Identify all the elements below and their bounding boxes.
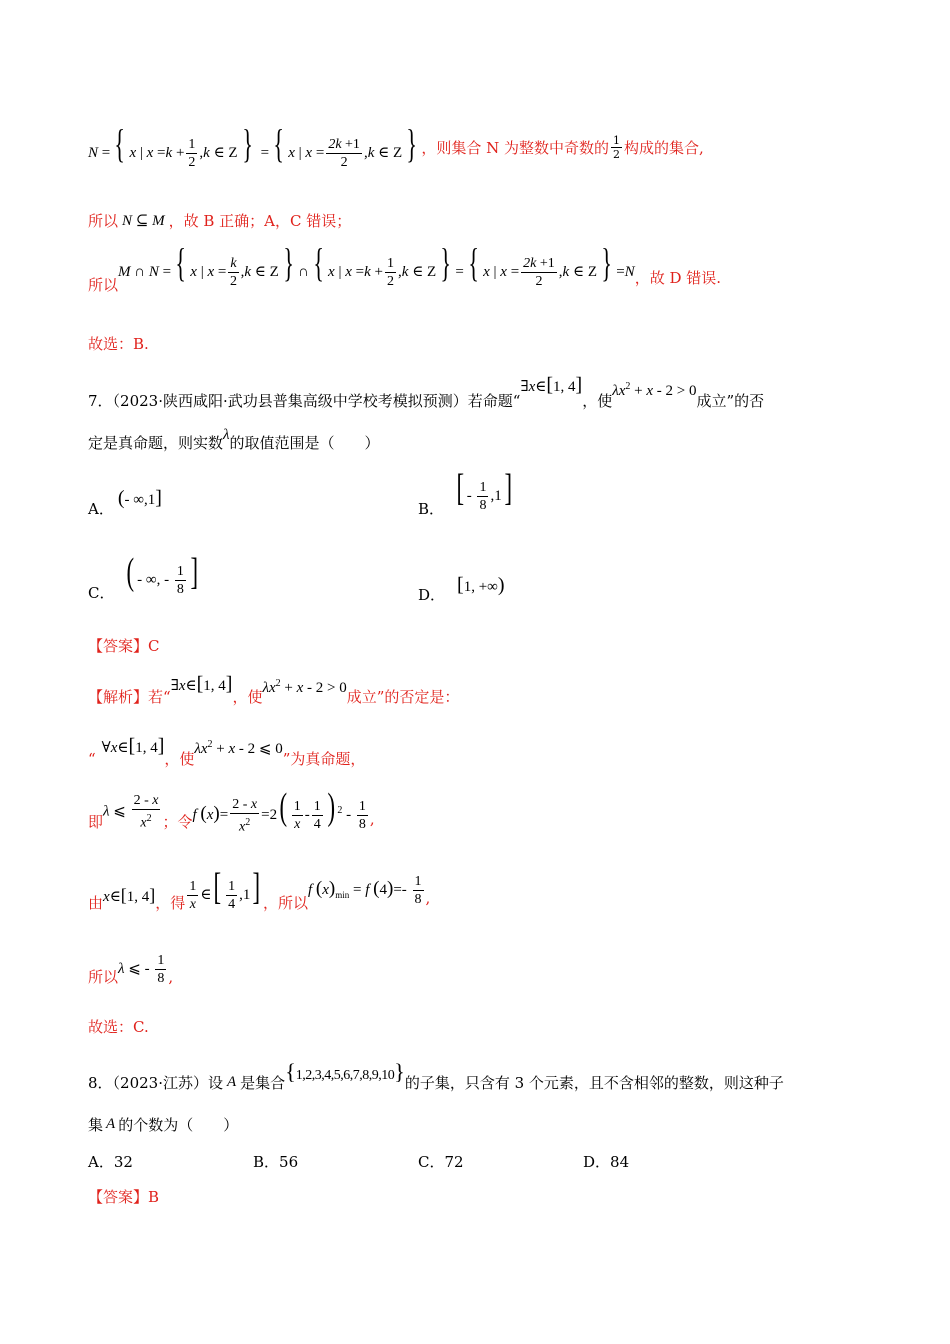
formula-exists-x: ∃x∈[1, 4]	[520, 374, 583, 396]
q6-line-intersection	[88, 239, 722, 295]
q7-analysis-l1-a: 若“	[148, 688, 171, 706]
q8-stem-line2-tail: 的个数为（ ）	[118, 1116, 239, 1134]
q8-set-a-symbol-2: A	[106, 1116, 116, 1132]
q6-line2-tail: ，故 B 正确；A，C 错误；	[168, 212, 352, 230]
formula-m-cap-n: M ∩ N = { x | x = $\frac{k}{2}$ ,k ∈ Z } ∩ { x | x =k + $\frac{1}{2}$ ,k ∈ Z } = { x | x = $\frac{2k +1}{2}$ ,k ∈ Z } =N	[118, 239, 635, 290]
q7-analysis-l1-b: ，使	[232, 688, 263, 706]
q7-stem-prefix: 7．（2023·陕西咸阳·武功县普集高级中学校考模拟预测）若命题“	[88, 392, 521, 410]
q8-stem-line1	[88, 1050, 784, 1093]
q8-option-c[interactable]	[418, 1151, 464, 1172]
lambda-symbol: λ	[223, 427, 230, 443]
q7-analysis-l2-b: ，使	[164, 750, 195, 768]
q8-option-c-label: C．	[418, 1153, 445, 1171]
q7-analysis-line4: 由 x∈[1, 4] ，得 $\frac{1}{x}$ ∈[ $\frac{1}{4}$ ,1] ，所以 f $(x)_{min} = f$ (4)=- $\frac{1}{8}$ ,	[88, 866, 431, 913]
q8-option-b[interactable]	[253, 1151, 298, 1172]
q8-stem-mid: 是集合	[240, 1074, 286, 1092]
q7-analysis-line3: 即 λ ⩽ $\frac{2 - x}{x^2}$ ；令 f (x)= $\frac{2 - x}{x^2}$ =2( $\frac{1}{x}$ - $\frac{1}{4}$ ) $^2$ - $\frac{1}{8}$ ,	[88, 786, 375, 835]
formula-lambda-leq: $\lambda x^2 + x - 2$ ⩽ 0	[194, 739, 283, 757]
q6-conclusion: 故选：B.	[88, 335, 149, 353]
q7-conclusion: 故选：C.	[88, 1018, 149, 1036]
formula-lambda-inequality-2: $\lambda x^2 + x - 2 > 0$	[262, 678, 347, 696]
q7-analysis-line2	[88, 728, 365, 769]
q7-option-a-label: A．	[88, 500, 114, 518]
q7-stem-suffix: 成立”的否	[696, 392, 765, 410]
q7-analysis-l4-a: 由	[88, 894, 104, 913]
q7-analysis-l4-c: ，所以	[262, 894, 308, 913]
q7-analysis-line1	[88, 668, 459, 707]
formula-exists-x-2: ∃x∈[1, 4]	[170, 673, 233, 695]
q8-option-d-value: 84	[610, 1152, 630, 1171]
q7-option-c[interactable]	[88, 548, 200, 603]
q7-stem-line2-b: 的取值范围是（ ）	[229, 434, 380, 452]
formula-lambda-result: λ ⩽ - $\frac{1}{8}$	[118, 953, 165, 986]
formula-f-x-definition: f (x)= $\frac{2 - x}{x^2}$ =2( $\frac{1}{x}$ - $\frac{1}{4}$ ) $^2$ - $\frac{1}{8}$	[192, 786, 366, 835]
q7-analysis-l3-b: ；令	[162, 813, 193, 832]
q7-option-b-value: [ - $\frac{1}{8}$ ,1]	[456, 466, 512, 514]
q7-analysis-l2-a: “	[88, 749, 96, 768]
q7-option-b[interactable]	[418, 464, 514, 519]
q8-answer-value: B	[148, 1187, 160, 1206]
q8-option-d-label: D．	[583, 1153, 611, 1171]
formula-reciprocal-range: $\frac{1}{x}$ ∈[ $\frac{1}{4}$ ,1]	[189, 866, 261, 913]
q7-analysis-line5: 所以 λ ⩽ - $\frac{1}{8}$ ,	[88, 953, 174, 986]
q7-analysis-l5-a: 所以	[88, 968, 119, 986]
q8-set-elements: 1,2,3,4,5,6,7,8,9,10	[295, 1067, 395, 1083]
q7-answer-line	[88, 635, 160, 656]
q7-option-c-value: ( - ∞, - $\frac{1}{8}$ ]	[127, 550, 198, 598]
q8-answer-tag: 【答案】	[88, 1188, 149, 1206]
q7-analysis-tag: 【解析】	[88, 688, 149, 706]
q7-answer-value: C	[148, 636, 160, 655]
q8-option-a-value: 32	[113, 1152, 133, 1171]
q7-option-d[interactable]	[418, 566, 505, 605]
fraction-one-half: $\frac{1}{2}$	[613, 134, 621, 162]
q8-set-a-symbol: A	[227, 1074, 237, 1090]
q7-option-d-label: D．	[418, 586, 446, 604]
q8-stem-line2	[88, 1114, 238, 1135]
formula-x-in-interval: x∈[1, 4]	[103, 885, 156, 906]
q8-stem-line2: 集	[88, 1116, 104, 1134]
q7-stem-line2	[88, 424, 380, 453]
q7-analysis-l3-a: 即	[88, 813, 104, 832]
q7-answer-tag: 【答案】	[88, 637, 149, 655]
q7-option-b-label: B．	[418, 500, 445, 518]
q7-analysis-l1-c: 成立”的否定是：	[346, 688, 460, 706]
q8-option-a-label: A．	[88, 1153, 114, 1171]
q7-analysis-l2-c: ”为真命题，	[282, 750, 366, 768]
q7-analysis-l4-b: ，得	[155, 894, 186, 913]
q6-line3-tail: ，故 D 错误.	[634, 269, 722, 287]
q6-line3-text: 所以	[88, 276, 119, 294]
formula-n-subset-m: N ⊆ M	[122, 213, 165, 229]
q6-line-n-definition	[88, 121, 704, 171]
q7-option-c-label: C．	[88, 584, 115, 602]
q7-option-d-value: [1, +∞)	[457, 574, 505, 596]
q8-answer-line	[88, 1186, 159, 1207]
q8-option-b-value: 56	[279, 1152, 299, 1171]
q8-option-d[interactable]	[583, 1151, 629, 1172]
formula-f-min: f $(x)_{min} = f$ (4)=- $\frac{1}{8}$	[308, 874, 422, 908]
formula-n-set: N = { x | x =k + $\frac{1}{2}$ ,k ∈ Z } = { x | x = $\frac{2k +1}{2}$ ,k ∈ Z }	[88, 121, 418, 171]
q8-option-b-label: B．	[253, 1153, 280, 1171]
q8-option-c-value: 72	[444, 1152, 464, 1171]
q6-line2-text: 所以	[88, 212, 119, 230]
q7-stem-line1	[88, 370, 764, 411]
q7-option-a[interactable]	[88, 478, 162, 519]
q6-line1-tail: 构成的集合,	[624, 139, 704, 158]
q8-universal-set: {1,2,3,4,5,6,7,8,9,10}	[285, 1058, 405, 1084]
q6-line-subset	[88, 210, 351, 231]
formula-lambda-bound: λ ⩽ $\frac{2 - x}{x^2}$	[103, 792, 159, 831]
formula-forall-x: ∀x∈[1, 4]	[101, 735, 165, 757]
q8-stem-prefix: 8．（2023·江苏）设	[88, 1074, 223, 1092]
formula-lambda-inequality: $\lambda x^2 + x - 2 > 0$	[612, 381, 697, 399]
q7-stem-mid: ，使	[582, 392, 613, 410]
q6-line1-text: ，则集合 N 为整数中奇数的	[421, 139, 610, 158]
q7-option-a-value: (- ∞,1]	[117, 487, 162, 509]
q8-stem-suffix: 的子集，只含有 3 个元素，且不含相邻的整数，则这种子	[404, 1074, 784, 1092]
q8-option-a[interactable]	[88, 1151, 133, 1172]
q7-stem-line2-a: 定是真命题，则实数	[88, 434, 224, 452]
